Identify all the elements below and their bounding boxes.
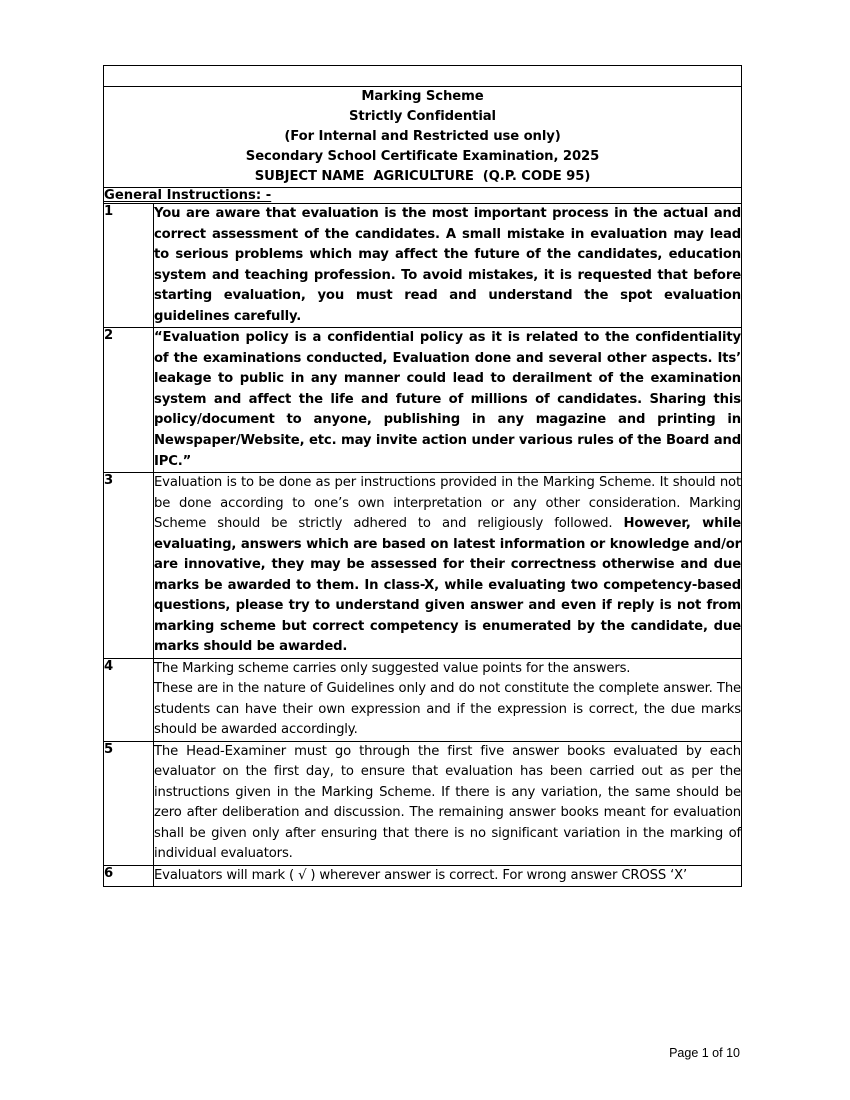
instruction-number-2: 2 <box>104 328 154 473</box>
instruction-row-4 <box>104 658 742 741</box>
instruction-text-2: “Evaluation policy is a confidential policy as it is related to the confidentiality of the examinations conducted, Evaluation done and several other aspects. Its’ leakage to public in any manner could lead to derailment of the examination system and affect the life and future of millions of candidates. Sharing this policy/document to anyone, publishing in any magazine and printing in Newspaper/Website, etc. may invite action under various rules of the Board and IPC.” <box>154 328 742 473</box>
instruction-text-4-para-1: The Marking scheme carries only suggested value points for the answers. <box>154 660 631 676</box>
instruction-text-3-bold: However, while evaluating, answers which are based on latest information or knowledge and/or are innovative, they may be assessed for their correctness otherwise and due marks be awarded to them. In class-X, while evaluating two competency-based questions, please try to understand given answer and even if reply is not from marking scheme but correct competency is enumerated by the candidate, due marks should be awarded. <box>154 516 741 655</box>
table-top-spacer-row <box>104 66 742 87</box>
instruction-number-6: 6 <box>104 865 154 887</box>
instruction-row-5 <box>104 741 742 865</box>
instruction-number-3: 3 <box>104 473 154 659</box>
general-instructions-cell <box>104 188 742 204</box>
title-line-marking-scheme: Marking Scheme <box>361 89 484 104</box>
instruction-row-6 <box>104 865 742 887</box>
instruction-row-1 <box>104 204 742 328</box>
title-line-examination: Secondary School Certificate Examination, 2025 <box>245 149 600 165</box>
instruction-text-4-para-2: These are in the nature of Guidelines only and do not constitute the complete answer. The students can have their own expression and if the expression is correct, the due marks should be awarded accordingly. <box>154 681 741 738</box>
marking-scheme-table <box>103 65 742 887</box>
document-title-row <box>104 87 742 188</box>
table-top-spacer-cell <box>104 66 742 87</box>
page-footer <box>669 1046 740 1060</box>
instruction-text-3 <box>154 473 742 659</box>
instruction-text-6: Evaluators will mark ( √ ) wherever answer is correct. For wrong answer CROSS ‘X’ <box>154 865 742 887</box>
instruction-number-1: 1 <box>104 204 154 328</box>
instruction-text-5: The Head-Examiner must go through the first five answer books evaluated by each evaluator on the first day, to ensure that evaluation has been carried out as per the instructions given in the Marking Scheme. If there is any variation, the same should be zero after deliberation and discussion. The remaining answer books meant for evaluation shall be given only after ensuring that there is no significant variation in the marking of individual evaluators. <box>154 741 742 865</box>
instruction-text-1: You are aware that evaluation is the most important process in the actual and correct assessment of the candidates. A small mistake in evaluation may lead to serious problems which may affect the future of the candidates, education system and teaching profession. To avoid mistakes, it is requested that before starting evaluation, you must read and understand the spot evaluation guidelines carefully. <box>154 204 742 328</box>
title-line-subject: SUBJECT NAME AGRICULTURE (Q.P. CODE 95) <box>254 169 591 185</box>
instruction-text-4 <box>154 658 742 741</box>
instruction-number-4: 4 <box>104 658 154 741</box>
title-line-strictly-confidential: Strictly Confidential <box>349 109 496 125</box>
instruction-row-3 <box>104 473 742 659</box>
document-title-cell <box>104 87 742 188</box>
general-instructions-label: General Instructions: - <box>104 188 272 204</box>
title-line-internal-use: (For Internal and Restricted use only) <box>284 129 561 145</box>
instruction-text-3-regular: Evaluation is to be done as per instructions provided in the Marking Scheme. It should not be done according to one’s own interpretation or any other consideration. Marking Scheme should be strictly adhered to and religiously followed. <box>154 475 741 532</box>
page-number-label: Page 1 of 10 <box>669 1046 740 1060</box>
instruction-number-5: 5 <box>104 741 154 865</box>
general-instructions-row <box>104 188 742 204</box>
instruction-row-2 <box>104 328 742 473</box>
